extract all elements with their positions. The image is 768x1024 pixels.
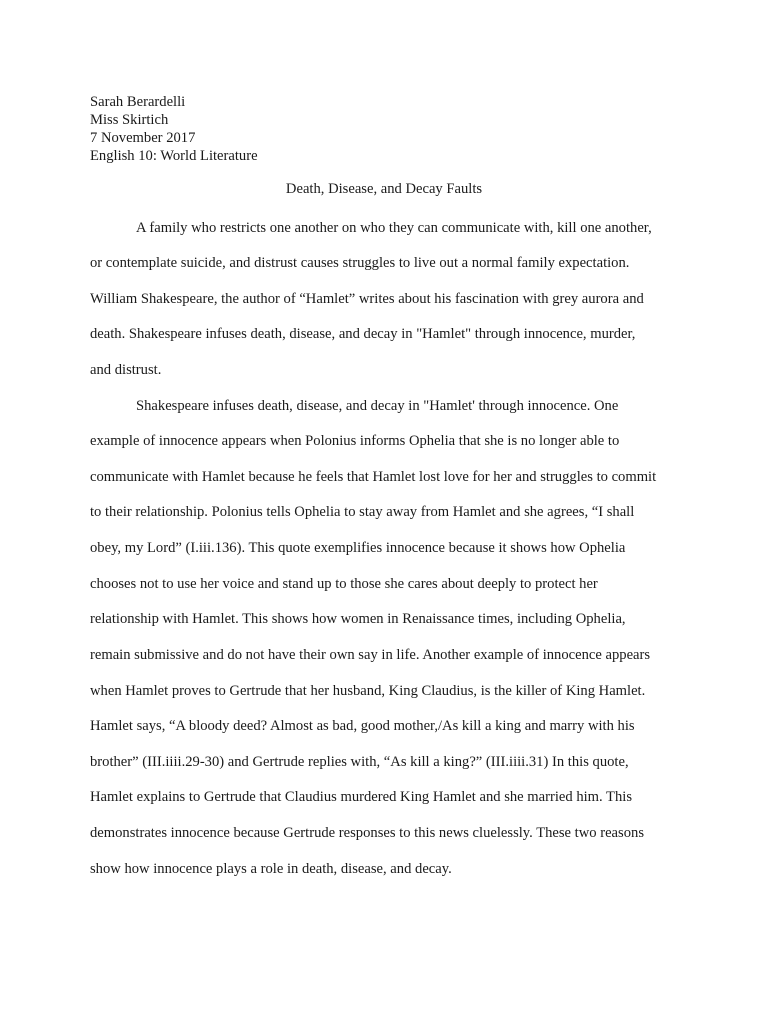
paragraph-line: Hamlet explains to Gertrude that Claudius murdered King Hamlet and she married him. This: [90, 789, 632, 805]
student-name: Sarah Berardelli: [90, 94, 186, 110]
paragraph-line: and distrust.: [90, 362, 162, 378]
paragraph-line: William Shakespeare, the author of “Hamlet” writes about his fascination with grey aurora and: [90, 291, 644, 307]
paragraph-line: example of innocence appears when Polonius informs Ophelia that she is no longer able to: [90, 433, 620, 449]
paragraph-line: Shakespeare infuses death, disease, and decay in "Hamlet' through innocence. One: [136, 398, 619, 414]
paragraph-line: chooses not to use her voice and stand up to those she cares about deeply to protect her: [90, 576, 598, 592]
paragraph-line: remain submissive and do not have their own say in life. Another example of innocence appears: [90, 647, 651, 663]
essay-date: 7 November 2017: [90, 130, 196, 146]
paragraph-line: show how innocence plays a role in death, disease, and decay.: [90, 861, 452, 877]
paragraph-line: or contemplate suicide, and distrust causes struggles to live out a normal family expectation.: [90, 255, 630, 271]
course-name: English 10: World Literature: [90, 148, 258, 164]
paragraph-line: demonstrates innocence because Gertrude responses to this news cluelessly. These two reasons: [90, 825, 644, 841]
paragraph-line: Hamlet says, “A bloody deed? Almost as bad, good mother,/As kill a king and marry with his: [90, 718, 635, 734]
essay-title: Death, Disease, and Decay Faults: [285, 181, 483, 197]
paragraph-line: relationship with Hamlet. This shows how women in Renaissance times, including Ophelia,: [90, 611, 626, 627]
paragraph-line: to their relationship. Polonius tells Ophelia to stay away from Hamlet and she agrees, “I shall: [90, 504, 635, 520]
paragraph-line: obey, my Lord” (I.iii.136). This quote exemplifies innocence because it shows how Ophelia: [90, 540, 626, 556]
paragraph-line: when Hamlet proves to Gertrude that her husband, King Claudius, is the killer of King Hamlet.: [90, 683, 646, 699]
teacher-name: Miss Skirtich: [90, 112, 169, 128]
paragraph-line: death. Shakespeare infuses death, disease, and decay in "Hamlet" through innocence, murder,: [90, 326, 636, 342]
paragraph-line: brother” (III.iiii.29-30) and Gertrude replies with, “As kill a king?” (III.iiii.31) In this quote,: [90, 754, 629, 770]
paragraph-line: A family who restricts one another on who they can communicate with, kill one another,: [136, 220, 652, 236]
paragraph-line: communicate with Hamlet because he feels that Hamlet lost love for her and struggles to commit: [90, 469, 657, 485]
